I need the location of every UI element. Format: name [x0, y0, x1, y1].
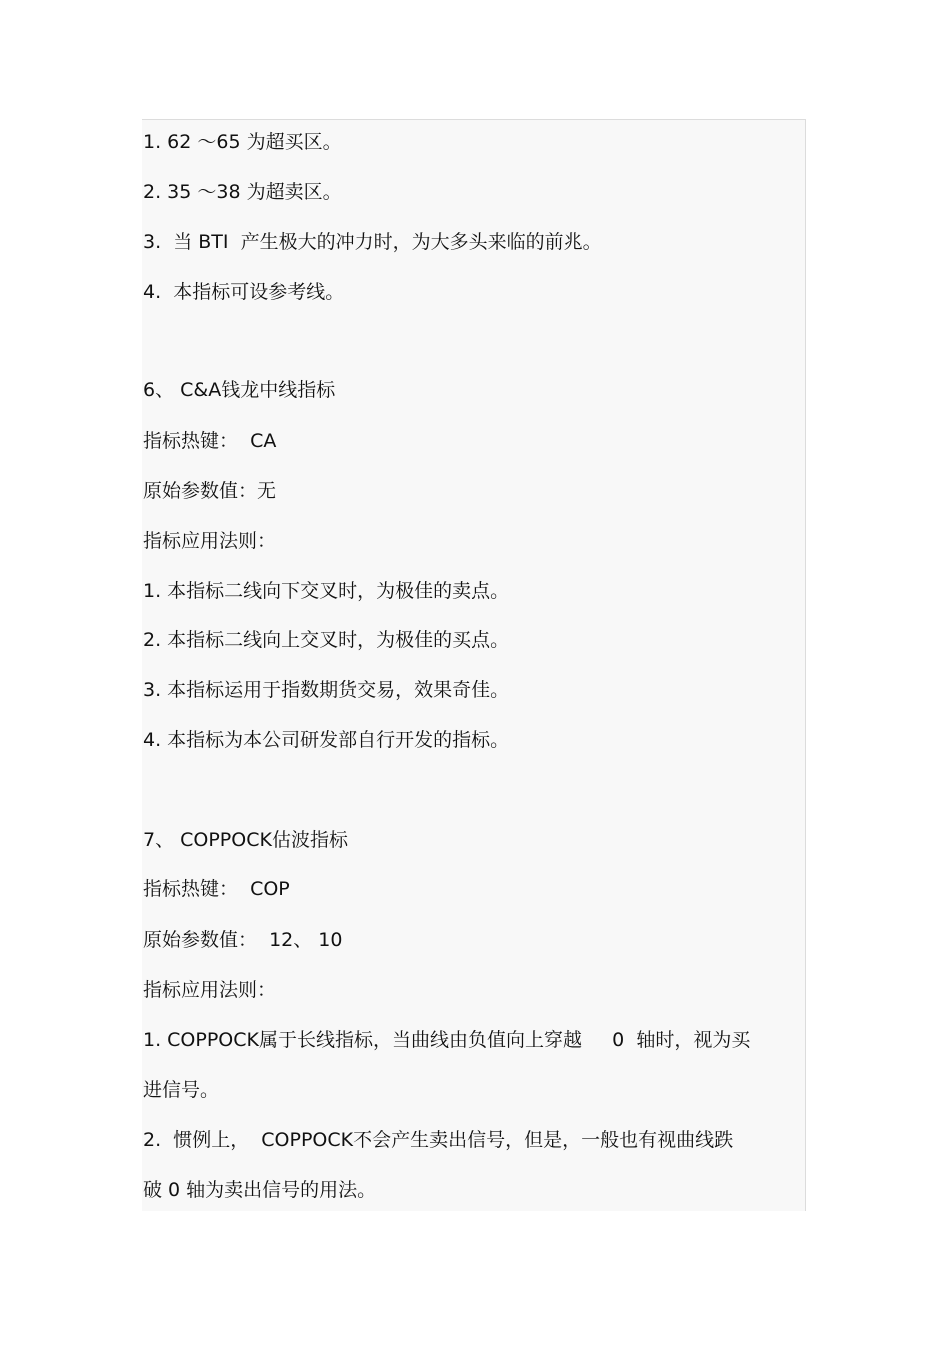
section-heading: 7、 COPPOCK估波指标 — [143, 829, 348, 851]
text-line: 1. 62 ～65 为超买区。 — [143, 131, 342, 153]
text-line: 破 0 轴为卖出信号的用法。 — [143, 1179, 377, 1201]
text-line: 指标应用法则： — [143, 979, 277, 1001]
text-line: 3. 本指标运用于指数期货交易，效果奇佳。 — [143, 679, 510, 701]
text-line: 原始参数值：无 — [143, 480, 277, 502]
text-line: 指标应用法则： — [143, 530, 277, 552]
text-line: 指标热键： CA — [143, 430, 277, 452]
section-heading: 6、 C&A钱龙中线指标 — [143, 379, 336, 401]
text-line: 指标热键： COP — [143, 878, 290, 900]
text-line: 原始参数值： 12、 10 — [143, 929, 343, 951]
text-line: 4. 本指标为本公司研发部自行开发的指标。 — [143, 729, 510, 751]
text-line: 3. 当 BTI 产生极大的冲力时，为大多头来临的前兆。 — [143, 231, 602, 253]
text-line: 1. COPPOCK属于长线指标，当曲线由负值向上穿越 0 轴时，视为买 — [143, 1029, 751, 1051]
text-line: 2. 35 ～38 为超卖区。 — [143, 181, 342, 203]
text-line: 2. 本指标二线向上交叉时，为极佳的买点。 — [143, 629, 510, 651]
text-line: 4. 本指标可设参考线。 — [143, 281, 345, 303]
text-line: 进信号。 — [143, 1079, 220, 1101]
text-line: 2. 惯例上， COPPOCK不会产生卖出信号，但是，一般也有视曲线跌 — [143, 1129, 734, 1151]
text-line: 1. 本指标二线向下交叉时，为极佳的卖点。 — [143, 580, 510, 602]
